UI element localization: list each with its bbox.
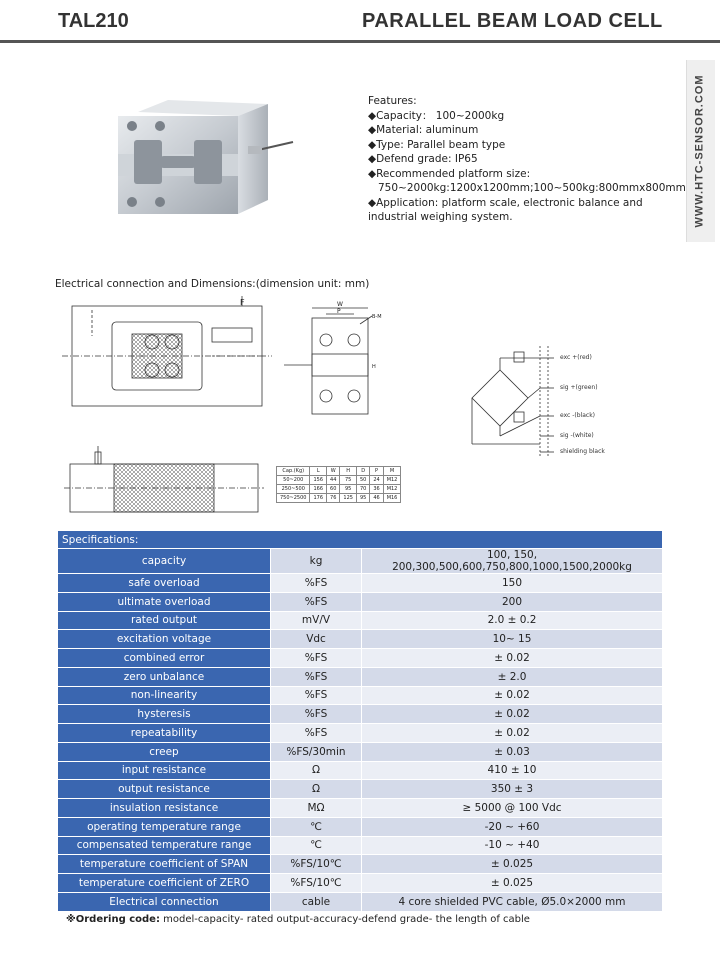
wire-label: exc +(red) — [560, 354, 592, 361]
dim-cell: 50~200 — [277, 476, 310, 485]
electrical-heading: Electrical connection and Dimensions:(dimension unit: mm) — [55, 278, 370, 290]
dimension-row — [277, 494, 401, 503]
specifications-table — [57, 530, 663, 912]
spec-value: -20 ~ +60 — [362, 817, 663, 836]
spec-unit: %FS — [271, 649, 362, 668]
spec-param: excitation voltage — [58, 630, 271, 649]
dim-cell: 125 — [340, 494, 357, 503]
spec-value: ± 2.0 — [362, 667, 663, 686]
dim-cell: 46 — [370, 494, 383, 503]
dim-cell: 156 — [310, 476, 327, 485]
spec-value: 410 ± 10 — [362, 761, 663, 780]
spec-unit: %FS — [271, 686, 362, 705]
spec-param: output resistance — [58, 780, 271, 799]
wire-label: sig -(white) — [560, 432, 594, 439]
spec-unit: mV/V — [271, 611, 362, 630]
spec-value: ≥ 5000 @ 100 Vdc — [362, 799, 663, 818]
dim-cell: 750~2500 — [277, 494, 310, 503]
spec-unit: %FS/30min — [271, 742, 362, 761]
spec-param: input resistance — [58, 761, 271, 780]
side-view-drawing — [280, 296, 390, 420]
width-label: W — [337, 301, 343, 308]
features-list — [368, 94, 688, 225]
spec-value: ± 0.03 — [362, 742, 663, 761]
spec-param: temperature coefficient of SPAN — [58, 855, 271, 874]
feature-item: ◆Capacity： 100~2000kg — [368, 109, 505, 122]
spec-unit: MΩ — [271, 799, 362, 818]
spec-row — [58, 799, 663, 818]
spec-unit: ℃ — [271, 817, 362, 836]
spec-unit: %FS — [271, 574, 362, 593]
dimension-header-row — [277, 467, 401, 476]
spec-param: repeatability — [58, 724, 271, 743]
spec-row — [58, 574, 663, 593]
dim-cell: 60 — [327, 485, 340, 494]
spec-param: hysteresis — [58, 705, 271, 724]
spec-unit: %FS — [271, 667, 362, 686]
spec-value: 10~ 15 — [362, 630, 663, 649]
spec-value: 150 — [362, 574, 663, 593]
spec-value: ± 0.025 — [362, 874, 663, 893]
dim-cell: 176 — [310, 494, 327, 503]
spec-unit: kg — [271, 549, 362, 574]
top-view-drawing — [64, 446, 264, 518]
spec-row — [58, 592, 663, 611]
spec-value: 4 core shielded PVC cable, Ø5.0×2000 mm — [362, 892, 663, 911]
ordering-label: ※Ordering code: — [66, 914, 160, 925]
spec-unit: cable — [271, 892, 362, 911]
spec-unit: %FS — [271, 592, 362, 611]
feature-item: ◆Defend grade: IP65 — [368, 153, 478, 165]
spec-row — [58, 705, 663, 724]
p-label: P — [337, 308, 341, 315]
spec-header-row — [58, 531, 663, 549]
spec-param: Electrical connection — [58, 892, 271, 911]
feature-item: 750~2000kg:1200x1200mm;100~500kg:800mmx800mm — [378, 182, 686, 194]
spec-row — [58, 780, 663, 799]
model-number: TAL210 — [58, 10, 129, 32]
feature-item: ◆Type: Parallel beam type — [368, 138, 506, 151]
height-label: H — [372, 364, 376, 370]
dimension-row — [277, 485, 401, 494]
dim-cell: 24 — [370, 476, 383, 485]
feature-item: ◆Material: aluminum — [368, 124, 479, 136]
dim-header-cell: D — [356, 467, 369, 476]
spec-param: compensated temperature range — [58, 836, 271, 855]
dimension-row — [277, 476, 401, 485]
dim-header-cell: P — [370, 467, 383, 476]
dim-cell: 250~500 — [277, 485, 310, 494]
spec-unit: %FS — [271, 724, 362, 743]
bolt-label: B-M — [372, 314, 382, 320]
spec-param: insulation resistance — [58, 799, 271, 818]
dim-cell: 36 — [370, 485, 383, 494]
watermark — [686, 60, 714, 242]
dim-header-cell: Cap.(Kg) — [277, 467, 310, 476]
feature-item: industrial weighing system. — [368, 211, 513, 223]
ordering-code — [66, 914, 530, 925]
spec-param: capacity — [58, 549, 271, 574]
spec-unit: Ω — [271, 761, 362, 780]
spec-unit: ℃ — [271, 836, 362, 855]
spec-value: ± 0.02 — [362, 686, 663, 705]
force-label: F — [240, 298, 245, 307]
spec-unit: %FS/10℃ — [271, 874, 362, 893]
ordering-text: model-capacity- rated output-accuracy-defend grade- the length of cable — [159, 914, 530, 925]
feature-item: ◆Application: platform scale, electronic balance and — [368, 196, 643, 209]
spec-row — [58, 667, 663, 686]
spec-row — [58, 649, 663, 668]
spec-value: ± 0.02 — [362, 649, 663, 668]
spec-param: temperature coefficient of ZERO — [58, 874, 271, 893]
watermark-text: WWW.HTC-SENSOR.COM — [694, 74, 707, 228]
spec-unit: %FS/10℃ — [271, 855, 362, 874]
dim-header-cell: M — [383, 467, 401, 476]
spec-row — [58, 724, 663, 743]
dim-cell: M12 — [383, 476, 401, 485]
dim-header-cell: H — [340, 467, 357, 476]
wire-label: shielding black — [560, 448, 605, 455]
spec-unit: Vdc — [271, 630, 362, 649]
spec-row — [58, 686, 663, 705]
spec-param: rated output — [58, 611, 271, 630]
spec-value: 200 — [362, 592, 663, 611]
dim-cell: 76 — [327, 494, 340, 503]
spec-row — [58, 817, 663, 836]
feature-item: ◆Recommended platform size: — [368, 167, 531, 180]
dimension-table — [276, 466, 401, 503]
dim-cell: 166 — [310, 485, 327, 494]
spec-value: 100, 150, 200,300,500,600,750,800,1000,1500,2000kg — [362, 549, 663, 574]
dim-cell: 95 — [356, 494, 369, 503]
spec-param: safe overload — [58, 574, 271, 593]
dim-cell: 50 — [356, 476, 369, 485]
spec-row — [58, 874, 663, 893]
spec-row — [58, 761, 663, 780]
spec-param: creep — [58, 742, 271, 761]
dim-cell: M12 — [383, 485, 401, 494]
dim-cell: 75 — [340, 476, 357, 485]
wiring-diagram — [470, 340, 640, 460]
dim-header-cell: L — [310, 467, 327, 476]
spec-row — [58, 611, 663, 630]
front-view-drawing — [62, 296, 272, 420]
spec-heading: Specifications: — [58, 531, 663, 549]
spec-param: non-linearity — [58, 686, 271, 705]
spec-value: -10 ~ +40 — [362, 836, 663, 855]
spec-param: zero unbalance — [58, 667, 271, 686]
spec-value: ± 0.02 — [362, 724, 663, 743]
spec-row — [58, 742, 663, 761]
wire-label: exc -(black) — [560, 412, 596, 419]
spec-value: ± 0.02 — [362, 705, 663, 724]
spec-value: ± 0.025 — [362, 855, 663, 874]
spec-row — [58, 630, 663, 649]
spec-row — [58, 836, 663, 855]
dim-cell: 44 — [327, 476, 340, 485]
features-heading: Features: — [368, 95, 417, 107]
spec-param: operating temperature range — [58, 817, 271, 836]
wire-label: sig +(green) — [560, 384, 598, 391]
spec-unit: %FS — [271, 705, 362, 724]
spec-param: ultimate overload — [58, 592, 271, 611]
spec-param: combined error — [58, 649, 271, 668]
spec-row — [58, 892, 663, 911]
spec-unit: Ω — [271, 780, 362, 799]
dim-cell: M16 — [383, 494, 401, 503]
load-cell-photo — [108, 92, 308, 242]
dim-header-cell: W — [327, 467, 340, 476]
spec-row — [58, 855, 663, 874]
spec-value: 350 ± 3 — [362, 780, 663, 799]
spec-row — [58, 549, 663, 574]
header-divider — [0, 40, 720, 43]
page-title: PARALLEL BEAM LOAD CELL — [362, 10, 663, 32]
dim-cell: 95 — [340, 485, 357, 494]
dim-cell: 70 — [356, 485, 369, 494]
spec-value: 2.0 ± 0.2 — [362, 611, 663, 630]
